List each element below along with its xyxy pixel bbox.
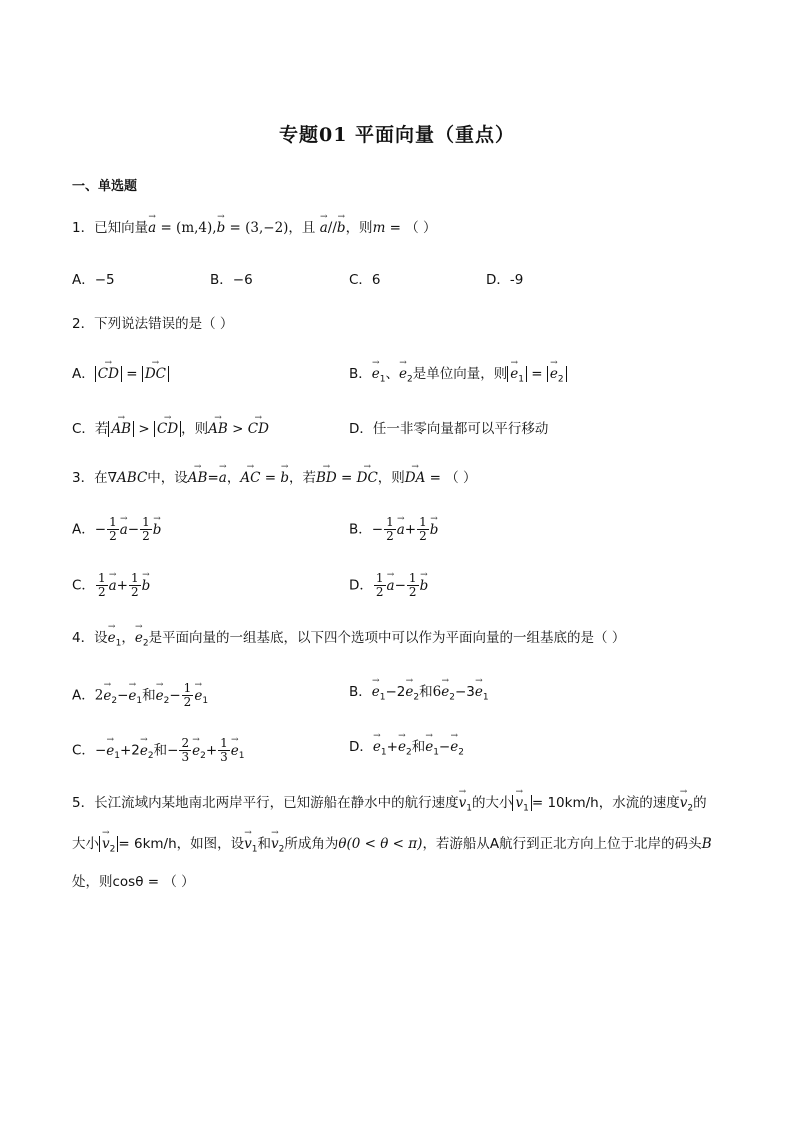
question-2-stem: 2．下列说法错误的是（ ） [72, 316, 234, 332]
page-title: 专题01 平面向量（重点） [278, 124, 516, 146]
question-2-option-b: B．→ $e_1$、→ $e_2$是单位向量，则→ $e_1$ = → $e_2$ [349, 364, 567, 390]
question-1-stem: 1．已知向量→ a = (m,4),→ b = (3,−2)，且 → a//→ b，则m = （ ） [72, 218, 437, 238]
question-1-option-b: B．−6 [210, 272, 253, 288]
question-3-stem: 3．在∇ABC中，设→ AB=→ a，→ AC = → b，若→ BD = → DC，则→ DA = （ ） [72, 468, 477, 488]
question-3-option-a: A．− $\frac{1}{2}$ → a− $\frac{1}{2}$ → b [72, 516, 161, 543]
question-1-option-c: C．6 [349, 272, 381, 288]
vector-a: → a [148, 218, 156, 238]
section-heading: 一、单选题 [72, 179, 138, 194]
vector-b: → b [217, 218, 226, 238]
question-3-option-d: D． $\frac{1}{2}$ → a− $\frac{1}{2}$ → b [349, 572, 428, 599]
question-3-option-c: C． $\frac{1}{2}$ → a+ $\frac{1}{2}$ → b [72, 572, 150, 599]
question-4-option-a: A．$2\to e_2-\to e_1$和→ $e_2-$ $\frac{1}{2}$ → $e_1$ [72, 682, 208, 711]
question-4-option-c: C．−→ $e_1+2\to e_2$和− $\frac{2}{3}$ → $e_2+$ $\frac{1}{3}$ → $e_1$ [72, 737, 245, 766]
question-5-line-3: 处，则cosθ = （ ） [72, 874, 195, 890]
question-2-option-a: A．→ CD = → DC [72, 364, 169, 384]
question-4-option-d: D．→ $e_1+\to e_2$和→ $e_1-\to e_2$ [349, 737, 464, 763]
question-2-option-d: D．任一非零向量都可以平行移动 [349, 421, 549, 437]
question-3-option-b: B．− $\frac{1}{2}$ → a+ $\frac{1}{2}$ → b [349, 516, 438, 543]
question-4-stem: 4．设→ $e_1$，→ $e_2$是平面向量的一组基底，以下四个选项中可以作为平面向量的一组基底的是（ ） [72, 628, 625, 654]
question-1-option-d: D．-9 [486, 272, 524, 288]
question-1-option-a: A．−5 [72, 272, 115, 288]
question-5-line-1: 5．长江流域内某地南北两岸平行，已知游船在静水中的航行速度→ $v_1$的大小→ $v_1 = 10km/h$，水流的速度→ $v_2$的 [72, 793, 707, 819]
question-4-option-b: B．→ $e_1-2\to e_2$和$6\to e_2-3\to e_1$ [349, 682, 489, 708]
question-5-line-2: 大小→ $v_2 = 6km/h$，如图，设→ $v_1$和→ $v_2$所成角为θ(0 < θ < π)，若游船从A航行到正北方向上位于北岸的码头B [72, 834, 712, 860]
question-2-option-c: C．若→ AB > → CD ，则→ AB > → CD [72, 419, 269, 439]
